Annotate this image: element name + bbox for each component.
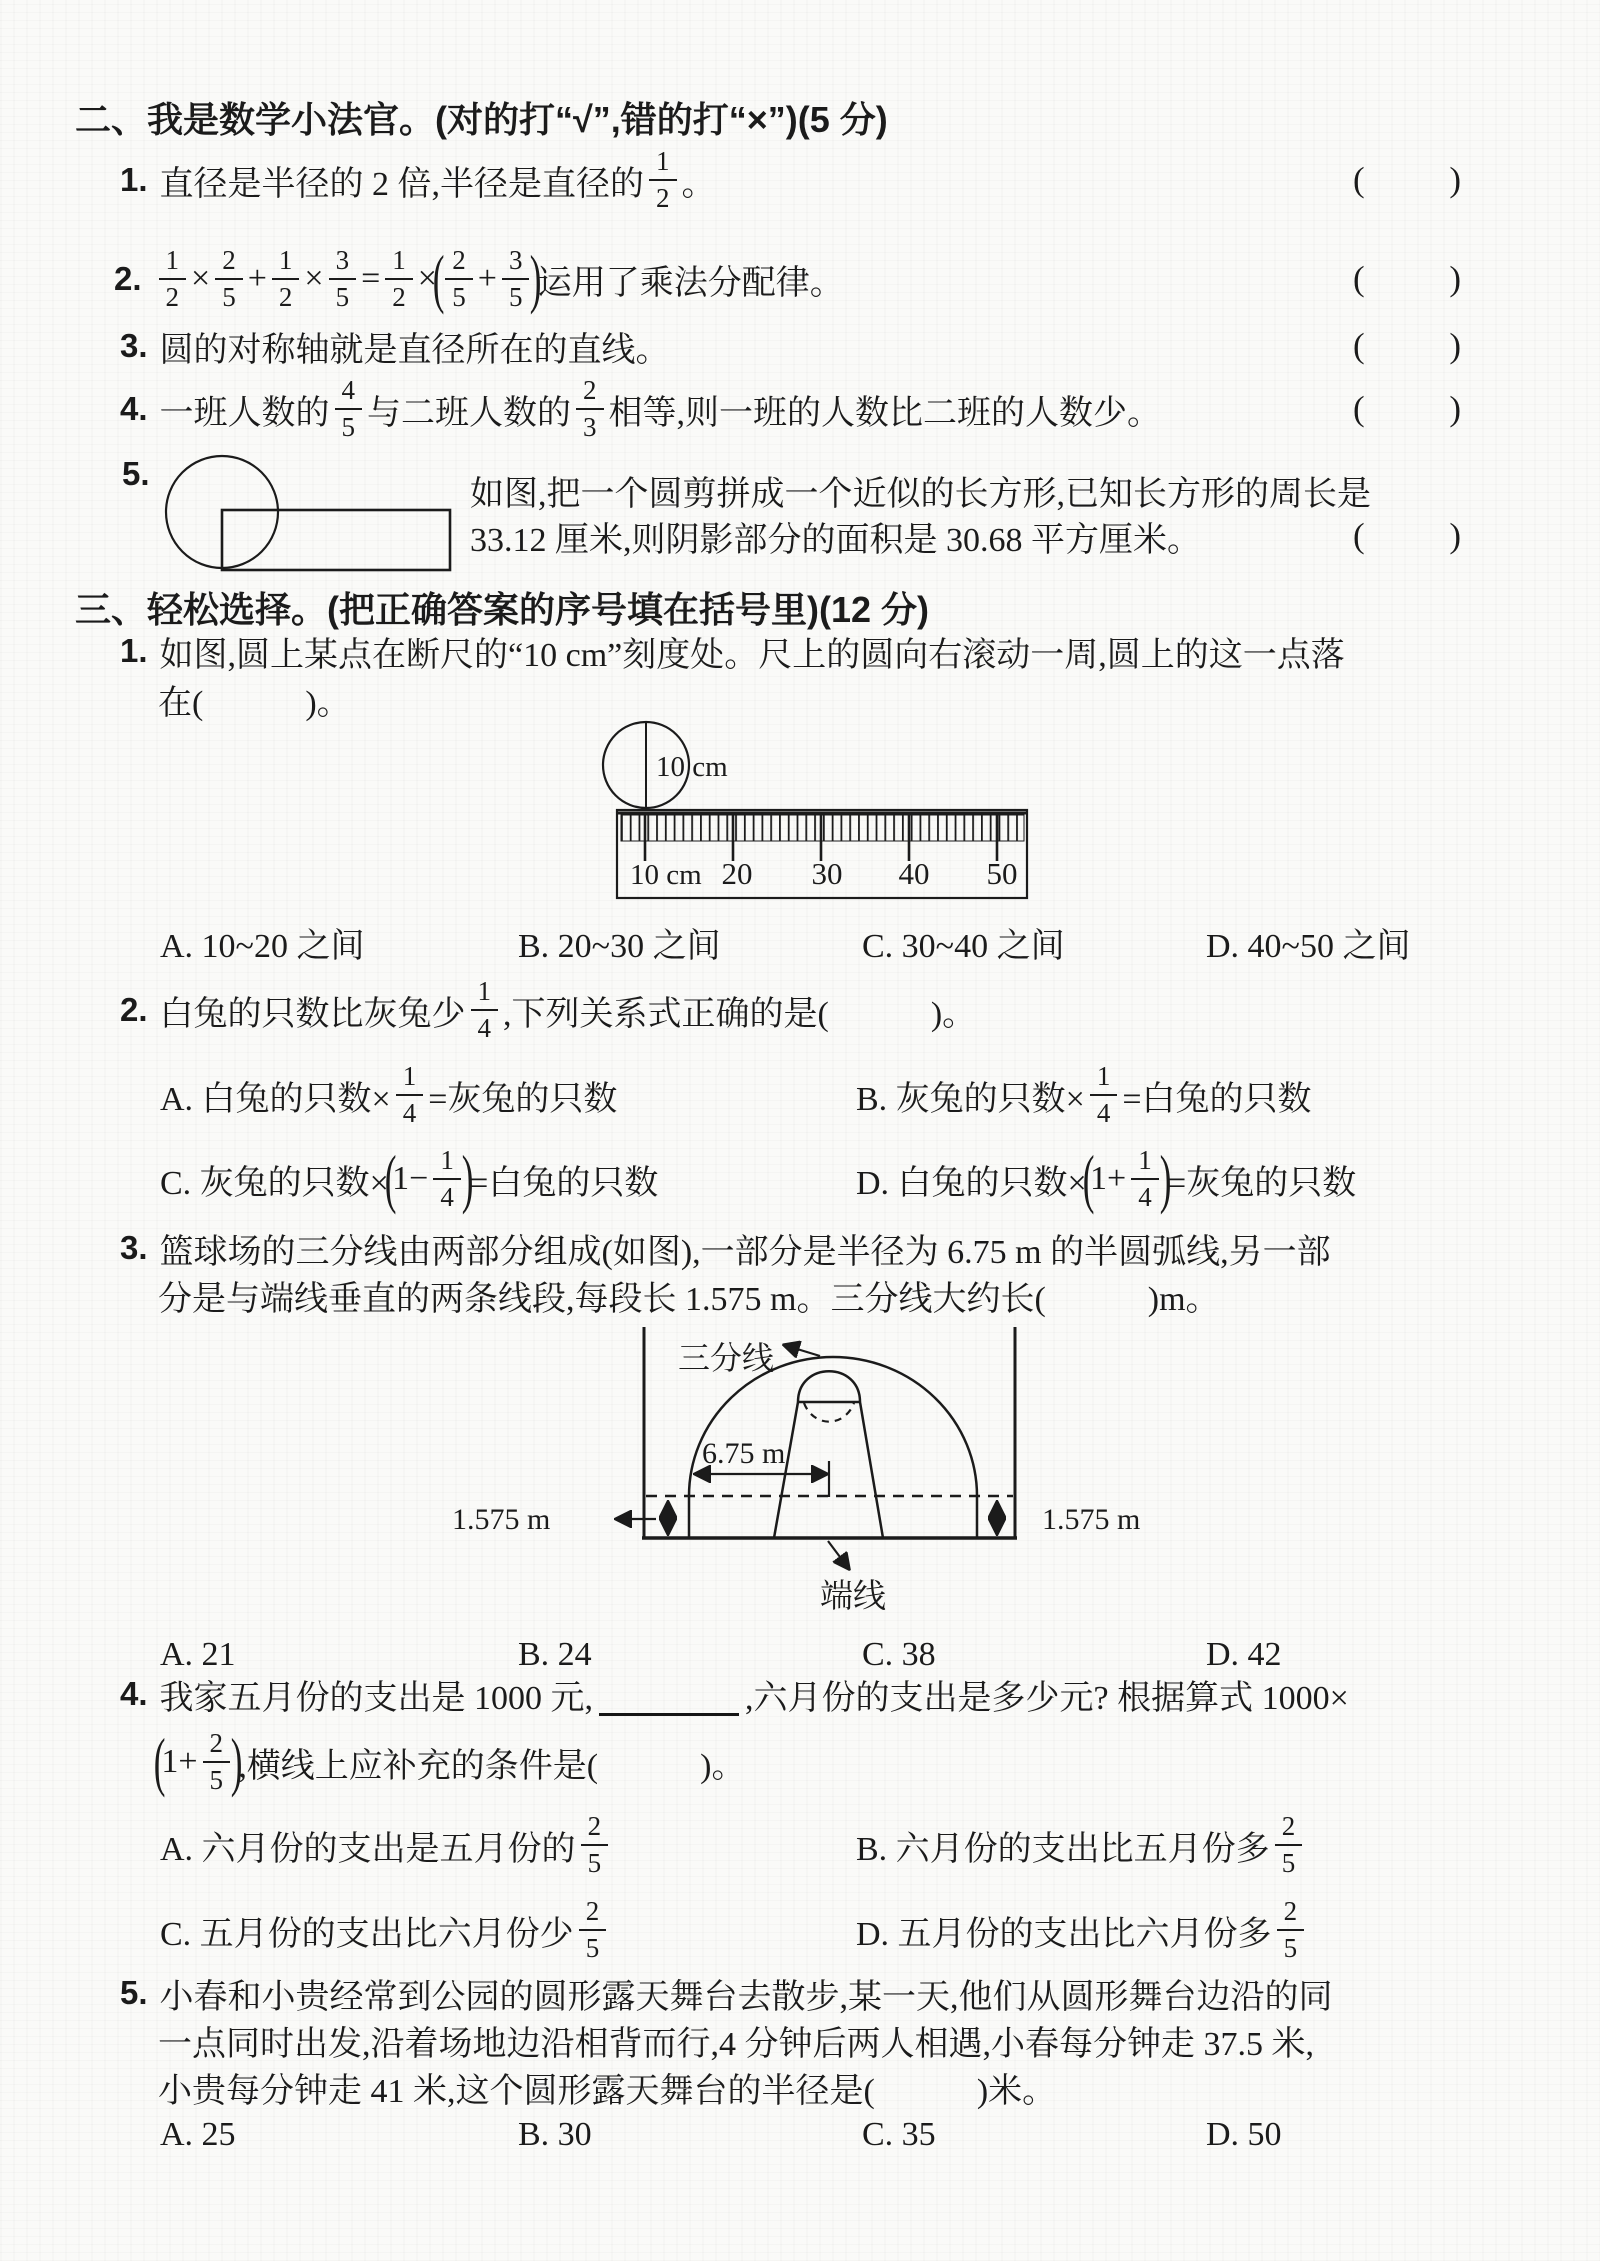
- fraction: $\frac{1}{4}$: [1090, 1063, 1118, 1127]
- option-c: C. 38: [862, 1636, 936, 1673]
- judge-q4-number: 4.: [120, 390, 148, 427]
- section-choice-title: 三、轻松选择。(把正确答案的序号填在括号里)(12 分): [75, 589, 929, 630]
- blank-underline: [599, 1683, 739, 1716]
- formula-text: B. 灰兔的只数×: [856, 1080, 1085, 1118]
- formula-text: C. 灰兔的只数×: [160, 1164, 389, 1202]
- option-a: [160, 1063, 617, 1127]
- formula-text: 一班人数的: [159, 394, 330, 432]
- lane-top-arch: [798, 1371, 860, 1402]
- formula-text: =: [361, 260, 381, 297]
- option-a: [160, 1813, 613, 1877]
- big-paren: (: [384, 1142, 397, 1215]
- formula-text: ,下列关系式正确的是( )。: [503, 995, 977, 1033]
- option-c: C. 30~40 之间: [862, 928, 1065, 965]
- formula-text: ×: [191, 260, 211, 297]
- choice-q5-line2: [158, 2018, 1314, 2062]
- judge-q2-text: [154, 242, 844, 315]
- judge-q5-text1: 如图,把一个圆剪拼成一个近似的长方形,已知长方形的周长是: [470, 475, 1371, 513]
- circle-rectangle-figure: [160, 448, 460, 581]
- choice-q4-text1: [160, 1670, 1349, 1719]
- option-a: A. 25: [160, 2116, 236, 2153]
- formula-text: ,六月份的支出是多少元? 根据算式 1000×: [745, 1679, 1349, 1717]
- basketball-court-figure: [430, 1325, 1230, 1630]
- option-b: [856, 1813, 1307, 1877]
- choice-q1-number: 1.: [120, 632, 148, 669]
- choice-q4-number: 4.: [120, 1675, 148, 1712]
- choice-q4-line1: [120, 1672, 1349, 1716]
- fraction: $\frac{3}{5}$: [329, 247, 357, 311]
- formula-text: 1+: [161, 1743, 198, 1780]
- formula-text: ,横线上应补充的条件是( )。: [238, 1747, 746, 1785]
- judge-q4: [120, 372, 1161, 446]
- paren-left: (: [1353, 259, 1365, 298]
- judge-q5-line1: [470, 468, 1371, 512]
- ruler-ticks: [621, 815, 1024, 841]
- option-b: B. 20~30 之间: [518, 928, 721, 965]
- judge-q2-number: 2.: [114, 260, 142, 297]
- choice-q1-line1: [120, 629, 1345, 673]
- paren-right: ): [1449, 326, 1461, 365]
- fraction: $\frac{1}{2}$: [272, 247, 300, 311]
- fraction: $\frac{1}{2}$: [649, 148, 677, 212]
- judge-q2-answer-paren: [1353, 257, 1461, 301]
- ruler-label-20: 20: [721, 856, 753, 891]
- formula-text: =白兔的只数: [1122, 1080, 1312, 1118]
- choice-q5-line3: [158, 2065, 1056, 2109]
- option-d: D. 40~50 之间: [1206, 928, 1411, 965]
- fraction: $\frac{2}{5}$: [1277, 1898, 1305, 1962]
- big-paren: ): [230, 1725, 243, 1798]
- formula-text: 1+: [1090, 1160, 1127, 1197]
- choice-q4-option-c: [160, 1893, 611, 1967]
- paren-left: (: [1353, 160, 1365, 199]
- choice-q1-text2: 在( )。: [158, 684, 351, 722]
- fraction: $\frac{2}{5}$: [445, 247, 473, 311]
- ruler-label-30: 30: [811, 856, 843, 891]
- dashed-semicircle: [804, 1403, 854, 1422]
- judge-q1-text: [160, 148, 716, 212]
- lane-right-line: [860, 1402, 883, 1538]
- formula-text: 白兔的只数比灰兔少: [159, 995, 466, 1033]
- segment-left-label: 1.575 m: [452, 1503, 551, 1536]
- fraction: $\frac{2}{5}$: [581, 1813, 609, 1877]
- fraction: $\frac{1}{4}$: [1131, 1147, 1159, 1211]
- formula-text: ×: [304, 260, 324, 297]
- formula-text: =灰兔的只数: [428, 1080, 618, 1118]
- paren-right: ): [1449, 389, 1461, 428]
- choice-q3-text1: 篮球场的三分线由两部分组成(如图),一部分是半径为 6.75 m 的半圆弧线,另一部: [159, 1233, 1331, 1271]
- choice-q1-text1: 如图,圆上某点在断尺的“10 cm”刻度处。尺上的圆向右滚动一周,圆上的这一点落: [159, 636, 1345, 674]
- judge-q4-text: [160, 377, 1162, 441]
- choice-q3-line1: [120, 1226, 1331, 1270]
- formula-text: +: [477, 260, 497, 297]
- paren-left: (: [1353, 389, 1365, 428]
- judge-q1-number: 1.: [120, 161, 148, 198]
- endline-label: 端线: [820, 1579, 886, 1615]
- fraction: $\frac{2}{5}$: [215, 247, 243, 311]
- three-point-pointer: [784, 1345, 820, 1356]
- formula-text: 相等,则一班的人数比二班的人数少。: [608, 394, 1162, 432]
- choice-q4-text2: [153, 1725, 746, 1798]
- section-judge-title: 二、我是数学小法官。(对的打“√”,错的打“×”)(5 分): [75, 99, 888, 140]
- choice-q2-option-c: [160, 1139, 658, 1219]
- option-a: A. 10~20 之间: [160, 928, 365, 965]
- judge-q5-answer-paren: [1353, 514, 1461, 558]
- judge-q3-number: 3.: [120, 327, 148, 364]
- ruler-label-50: 50: [986, 856, 1018, 891]
- three-point-arc: [689, 1357, 977, 1496]
- option-b: [856, 1063, 1312, 1127]
- formula-text: D. 白兔的只数×: [856, 1164, 1087, 1202]
- big-paren: ): [530, 242, 542, 315]
- judge-q5-line2: [470, 514, 1201, 558]
- option-c: [160, 1142, 659, 1215]
- big-paren: (: [153, 1725, 166, 1798]
- big-paren: ): [461, 1142, 474, 1215]
- option-d: D. 50: [1206, 2116, 1282, 2153]
- fraction: $\frac{2}{5}$: [1275, 1813, 1303, 1877]
- paren-right: ): [1449, 259, 1461, 298]
- three-point-label: 三分线: [678, 1340, 775, 1376]
- choice-q2-option-d: [856, 1139, 1356, 1219]
- judge-q1: [120, 143, 716, 217]
- option-c: C. 35: [862, 2116, 936, 2153]
- choice-q5-line1: [120, 1971, 1333, 2015]
- ruler-label-40: 40: [898, 856, 930, 891]
- paren-left: (: [1353, 516, 1365, 555]
- fraction: $\frac{4}{5}$: [335, 377, 363, 441]
- choice-q1-line2: [158, 677, 351, 721]
- formula-text: +: [247, 260, 267, 297]
- formula-text: 直径是半径的 2 倍,半径是直径的: [159, 165, 645, 203]
- fraction: $\frac{3}{5}$: [502, 247, 530, 311]
- choice-q2: [120, 973, 976, 1047]
- formula-text: A. 白兔的只数×: [160, 1080, 391, 1118]
- formula-text: =灰兔的只数: [1167, 1164, 1357, 1202]
- choice-q4-option-b: [856, 1808, 1307, 1882]
- lane-left-line: [774, 1402, 798, 1538]
- fraction: $\frac{1}{4}$: [396, 1063, 424, 1127]
- option-d: [856, 1898, 1309, 1962]
- paren-right: ): [1449, 160, 1461, 199]
- choice-q2-number: 2.: [120, 991, 148, 1028]
- formula-text: 运用了乘法分配律。: [537, 264, 844, 302]
- formula-text: 1−: [392, 1160, 429, 1197]
- formula-text: 我家五月份的支出是 1000 元,: [159, 1679, 594, 1717]
- endline-pointer: [828, 1541, 849, 1569]
- fraction: $\frac{1}{4}$: [433, 1147, 461, 1211]
- radius-label: 6.75 m: [702, 1437, 786, 1470]
- fraction: $\frac{2}{5}$: [203, 1730, 231, 1794]
- judge-q3-answer-paren: [1353, 324, 1461, 368]
- choice-q2-option-a: [160, 1058, 617, 1132]
- choice-q4-option-a: [160, 1808, 613, 1882]
- paren-left: (: [1353, 326, 1365, 365]
- option-d: [856, 1142, 1357, 1215]
- choice-q5-text3: 小贵每分钟走 41 米,这个圆形露天舞台的半径是( )米。: [158, 2072, 1057, 2110]
- formula-text: D. 五月份的支出比六月份多: [856, 1915, 1272, 1953]
- formula-text: =白兔的只数: [469, 1164, 659, 1202]
- judge-q2: [114, 242, 844, 316]
- choice-q3-line2: [158, 1273, 1220, 1317]
- choice-q3-number: 3.: [120, 1229, 148, 1266]
- fraction: $\frac{2}{3}$: [576, 377, 604, 441]
- choice-q5-text1: 小春和小贵经常到公园的圆形露天舞台去散步,某一天,他们从圆形舞台边沿的同: [159, 1978, 1333, 2016]
- choice-q4-line2: [153, 1725, 746, 1799]
- choice-q2-text: [160, 978, 977, 1042]
- formula-text: A. 六月份的支出是五月份的: [160, 1830, 576, 1868]
- judge-q1-answer-paren: [1353, 158, 1461, 202]
- diameter-label: 10 cm: [656, 751, 728, 783]
- fraction: $\frac{2}{5}$: [579, 1898, 607, 1962]
- judge-q5-number-wrap: [122, 452, 162, 496]
- judge-q4-answer-paren: [1353, 387, 1461, 431]
- option-c: [160, 1898, 611, 1962]
- choice-q3-text2: 分是与端线垂直的两条线段,每段长 1.575 m。三分线大约长( )m。: [158, 1280, 1220, 1318]
- formula-text: B. 六月份的支出比五月份多: [856, 1830, 1270, 1868]
- ruler-figure: [600, 712, 1040, 912]
- big-paren: (: [432, 242, 445, 315]
- option-b: B. 24: [518, 1636, 592, 1673]
- formula-text: 圆的对称轴就是直径所在的直线。: [159, 331, 670, 369]
- fraction: $\frac{1}{2}$: [159, 247, 187, 311]
- judge-q3: [120, 324, 670, 368]
- formula-text: 。: [681, 165, 716, 203]
- big-paren: (: [1082, 1142, 1095, 1215]
- big-paren: ): [1159, 1142, 1172, 1215]
- choice-q5-text2: 一点同时出发,沿着场地边沿相背而行,4 分钟后两人相遇,小春每分钟走 37.5 米,: [158, 2025, 1314, 2063]
- fraction: $\frac{1}{4}$: [471, 978, 499, 1042]
- fraction: $\frac{1}{2}$: [385, 247, 413, 311]
- formula-text: ×: [417, 260, 437, 297]
- formula-text: C. 五月份的支出比六月份少: [160, 1915, 574, 1953]
- option-d: D. 42: [1206, 1636, 1282, 1673]
- choice-q2-option-b: [856, 1058, 1312, 1132]
- ruler-label-10: 10 cm: [630, 859, 702, 891]
- rectangle-shape: [222, 510, 450, 570]
- paren-right: ): [1449, 516, 1461, 555]
- option-b: B. 30: [518, 2116, 592, 2153]
- option-a: A. 21: [160, 1636, 236, 1673]
- judge-q3-text: [160, 322, 670, 371]
- segment-right-label: 1.575 m: [1042, 1503, 1141, 1536]
- formula-text: 与二班人数的: [367, 394, 572, 432]
- choice-q5-number: 5.: [120, 1974, 148, 2011]
- choice-q4-option-d: [856, 1893, 1309, 1967]
- judge-q5-text2: 33.12 厘米,则阴影部分的面积是 30.68 平方厘米。: [470, 521, 1201, 559]
- judge-q5-number: 5.: [122, 455, 150, 492]
